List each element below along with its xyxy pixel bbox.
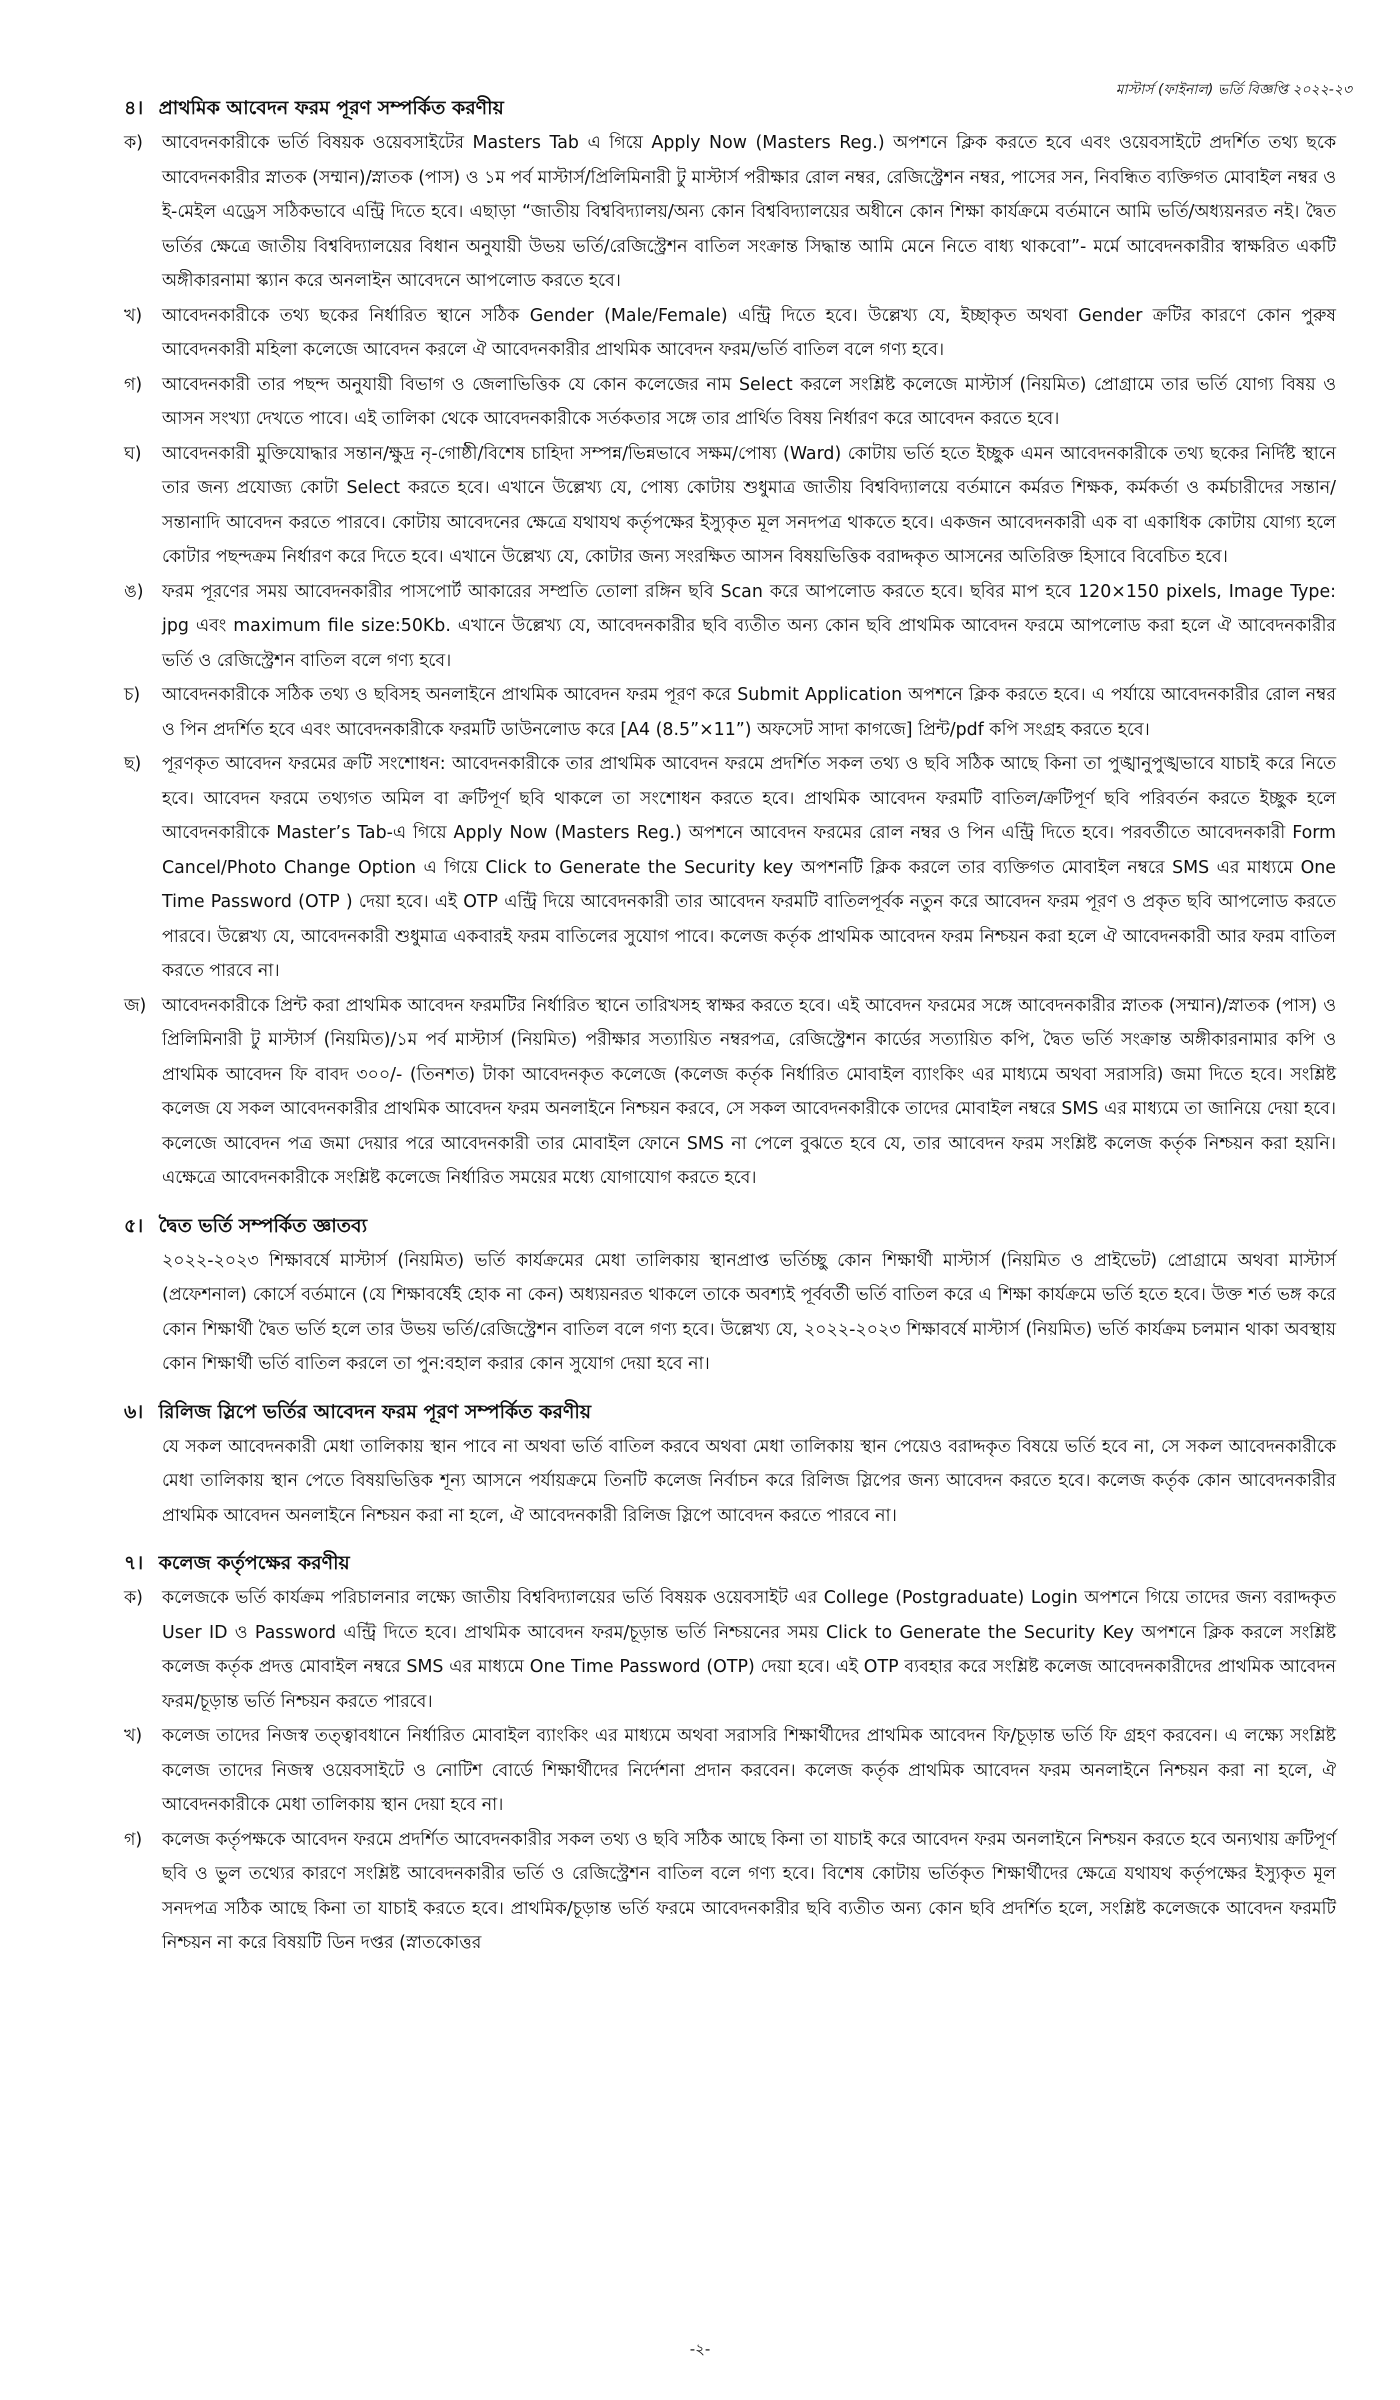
item-marker: ক) [124,133,143,153]
item-text: আবেদনকারীকে প্রিন্ট করা প্রাথমিক আবেদন ফরমটির নির্ধারিত স্থানে তারিখসহ স্বাক্ষর করতে হবে। এই আবেদন ফরমের সঙ্গে আবেদনকারীর স্নাতক (সম্মান)/স্নাতক (পাস) ও প্রিলিমিনারী টু মাস্টার্স (নিয়মিত)/১ম পর্ব মাস্টার্স (নিয়মিত) পরীক্ষার সত্যায়িত নম্বরপত্র, রেজিস্ট্রেশন কার্ডের সত্যায়িত কপি, দ্বৈত ভর্তি সংক্রান্ত অঙ্গীকারনামার কপি ও প্রাথমিক আবেদন ফি বাবদ ৩০০/- (তিনশত) টাকা আবেদনকৃত কলেজে (কলেজ কর্তৃক নির্ধারিত মোবাইল ব্যাংকিং এর মাধ্যমে অথবা সরাসরি) জমা দিতে হবে। সংশ্লিষ্ট কলেজ যে সকল আবেদনকারীর প্রাথমিক আবেদন ফরম অনলাইনে নিশ্চয়ন করবে, সে সকল আবেদনকারীকে তাদের মোবাইল নম্বরে SMS এর মাধ্যমে তা জানিয়ে দেয়া হবে। কলেজে আবেদন পত্র জমা দেয়ার পরে আবেদনকারী তার মোবাইল ফোনে SMS না পেলে বুঝতে হবে যে, তার আবেদন ফরম সংশ্লিষ্ট কলেজ কর্তৃক নিশ্চয়ন করা হয়নি। এক্ষেত্রে আবেদনকারীকে সংশ্লিষ্ট কলেজে নির্ধারিত সময়ের মধ্যে যোগাযোগ করতে হবে। [162,995,1336,1188]
page-number: -২- [689,2339,711,2358]
item-text: কলেজ তাদের নিজস্ব তত্ত্বাবধানে নির্ধারিত মোবাইল ব্যাংকিং এর মাধ্যমে অথবা সরাসরি শিক্ষার্থীদের প্রাথমিক আবেদন ফি/চূড়ান্ত ভর্তি ফি গ্রহণ করবেন। এ লক্ষ্যে সংশ্লিষ্ট কলেজ তাদের নিজস্ব ওয়েবসাইটে ও নোটিশ বোর্ডে শিক্ষার্থীদের নির্দেশনা প্রদান করবেন। কলেজ কর্তৃক প্রাথমিক আবেদন ফরম অনলাইনে নিশ্চয়ন করা না হলে, ঐ আবেদনকারীকে মেধা তালিকায় স্থান দেয়া হবে না। [162,1726,1336,1815]
section-heading: প্রাথমিক আবেদন ফরম পূরণ সম্পর্কিত করণীয় [158,97,504,119]
list-item [124,747,1336,989]
page-header: মাস্টার্স (ফাইনাল) ভর্তি বিজ্ঞপ্তি ২০২২-২৩ [1115,82,1352,98]
section-heading: দ্বৈত ভর্তি সম্পর্কিত জ্ঞাতব্য [158,1214,368,1237]
list-item [124,126,1336,299]
item-marker: জ) [124,995,147,1016]
section-title-5 [124,1210,1336,1242]
section-paragraph: যে সকল আবেদনকারী মেধা তালিকায় স্থান পাবে না অথবা ভর্তি বাতিল করবে অথবা মেধা তালিকায় স্থান পেয়েও বরাদ্দকৃত বিষয়ে ভর্তি হবে না, সে সকল আবেদনকারীকে মেধা তালিকায় স্থান পেতে বিষয়ভিত্তিক শূন্য আসনে পর্যায়ক্রমে তিনটি কলেজ নির্বাচন করে রিলিজ স্লিপের জন্য আবেদন করতে হবে। কলেজ কর্তৃক কোন আবেদনকারীর প্রাথমিক আবেদন অনলাইনে নিশ্চয়ন করা না হলে, ঐ আবেদনকারী রিলিজ স্লিপে আবেদন করতে পারবে না। [162,1436,1336,1526]
section-number: ৫। [124,1214,144,1237]
item-text: আবেদনকারী তার পছন্দ অনুযায়ী বিভাগ ও জেলাভিত্তিক যে কোন কলেজের নাম Select করলে সংশ্লিষ্ট কলেজে মাস্টার্স (নিয়মিত) প্রোগ্রামে তার ভর্তি যোগ্য বিষয় ও আসন সংখ্যা দেখতে পাবে। এই তালিকা থেকে আবেদনকারীকে সর্তকতার সঙ্গে তার প্রার্থিত বিষয় নির্ধারণ করে আবেদন করতে হবে। [162,374,1336,429]
item-marker: খ) [124,305,143,326]
item-text: কলেজকে ভর্তি কার্যক্রম পরিচালনার লক্ষ্যে জাতীয় বিশ্ববিদ্যালয়ের ভর্তি বিষয়ক ওয়েবসাইট এর College (Postgraduate) Login অপশনে গিয়ে তাদের জন্য বরাদ্দকৃত User ID ও Password এন্ট্রি দিতে হবে। প্রাথমিক আবেদন ফরম/চূড়ান্ত ভর্তি নিশ্চয়নের সময় Click to Generate the Security Key অপশনে ক্লিক করলে সংশ্লিষ্ট কলেজ কর্তৃক প্রদত্ত মোবাইল নম্বরে SMS এর মাধ্যমে One Time Password (OTP) দেয়া হবে। এই OTP ব্যবহার করে সংশ্লিষ্ট কলেজ আবেদনকারীদের প্রাথমিক আবেদন ফরম/চূড়ান্ত ভর্তি নিশ্চয়ন করতে পারবে। [162,1588,1336,1712]
section-heading: রিলিজ স্লিপে ভর্তির আবেদন ফরম পূরণ সম্পর্কিত করণীয় [158,1400,592,1423]
list-item [124,368,1336,437]
item-marker: ছ) [124,754,142,774]
list-item [124,1823,1336,1961]
item-marker: খ) [124,1726,143,1746]
list-item [124,437,1336,575]
item-text: পূরণকৃত আবেদন ফরমের ক্রটি সংশোধন: আবেদনকারীকে তার প্রাথমিক আবেদন ফরমে প্রদর্শিত সকল তথ্য ও ছবি সঠিক আছে কিনা তা পুঙ্খানুপুঙ্খভাবে যাচাই করে নিতে হবে। আবেদন ফরমে তথ্যগত অমিল বা ক্রটিপূর্ণ ছবি থাকলে তা সংশোধন করতে হবে। প্রাথমিক আবেদন ফরমটি বাতিল/ক্রটিপূর্ণ ছবি পরিবর্তন করতে ইচ্ছুক হলে আবেদনকারীকে Master’s Tab-এ গিয়ে Apply Now (Masters Reg.) অপশনে আবেদন ফরমের রোল নম্বর ও পিন এন্ট্রি দিতে হবে। পরবর্তীতে আবেদনকারী Form Cancel/Photo Change Option এ গিয়ে Click to Generate the Security key অপশনটি ক্লিক করলে তার ব্যক্তিগত মোবাইল নম্বরে SMS এর মাধ্যমে One Time Password (OTP ) দেয়া হবে। এই OTP এন্ট্রি দিয়ে আবেদনকারী তার আবেদন ফরমটি বাতিলপূর্বক নতুন করে আবেদন ফরম পূরণ ও প্রকৃত ছবি আপলোড করতে পারবে। উল্লেখ্য যে, আবেদনকারী শুধুমাত্র একবারই ফরম বাতিলের সুযোগ পাবে। কলেজ কর্তৃক প্রাথমিক আবেদন ফরম নিশ্চয়ন করা হলে ঐ আবেদনকারী আর ফরম বাতিল করতে পারবে না। [162,754,1336,981]
list-item [124,989,1336,1196]
item-marker: ঘ) [124,443,142,464]
list-item [124,575,1336,679]
section-number: ৪। [124,97,144,119]
list-item [124,299,1336,368]
section-number: ৭। [124,1552,144,1574]
item-text: কলেজ কর্তৃপক্ষকে আবেদন ফরমে প্রদর্শিত আবেদনকারীর সকল তথ্য ও ছবি সঠিক আছে কিনা তা যাচাই করে আবেদন ফরম অনলাইনে নিশ্চয়ন করতে হবে অন্যথায় ক্রটিপূর্ণ ছবি ও ভুল তথ্যের কারণে সংশ্লিষ্ট আবেদনকারীর ভর্তি ও রেজিস্ট্রেশন বাতিল বলে গণ্য হবে। বিশেষ কোটায় ভর্তিকৃত শিক্ষার্থীদের ক্ষেত্রে যথাযথ কর্তৃপক্ষের ইস্যুকৃত মূল সনদপত্র সঠিক আছে কিনা তা যাচাই করতে হবে। প্রাথমিক/চূড়ান্ত ভর্তি ফরমে আবেদনকারীর ছবি ব্যতীত অন্য কোন ছবি প্রদর্শিত হলে, সংশ্লিষ্ট কলেজকে আবেদন ফরমটি নিশ্চয়ন না করে বিষয়টি ডিন দপ্তর (স্নাতকোত্তর [162,1829,1336,1953]
section-title-6 [124,1396,1336,1428]
list-item [124,1581,1336,1719]
item-marker: ক) [124,1588,143,1608]
list-item [124,1719,1336,1823]
section-heading: কলেজ কর্তৃপক্ষের করণীয় [158,1552,350,1574]
section-paragraph: ২০২২-২০২৩ শিক্ষাবর্ষে মাস্টার্স (নিয়মিত) ভর্তি কার্যক্রমের মেধা তালিকায় স্থানপ্রাপ্ত ভর্তিচ্ছু কোন শিক্ষার্থী মাস্টার্স (নিয়মিত ও প্রাইভেট) প্রোগ্রামে অথবা মাস্টার্স (প্রফেশনাল) কোর্সে বর্তমানে (যে শিক্ষাবর্ষেই হোক না কেন) অধ্যয়নরত থাকলে তাকে অবশ্যই পূর্ববর্তী ভর্তি বাতিল করে এ শিক্ষা কার্যক্রমে ভর্তি হতে হবে। উক্ত শর্ত ভঙ্গ করে কোন শিক্ষার্থী দ্বৈত ভর্তি হলে তার উভয় ভর্তি/রেজিস্ট্রেশন বাতিল বলে গণ্য হবে। উল্লেখ্য যে, ২০২২-২০২৩ শিক্ষাবর্ষে মাস্টার্স (নিয়মিত) ভর্তি কার্যক্রম চলমান থাকা অবস্থায় কোন শিক্ষার্থী ভর্তি বাতিল করলে তা পুন:বহাল করার কোন সুযোগ দেয়া হবে না। [162,1250,1336,1374]
item-text: ফরম পূরণের সময় আবেদনকারীর পাসপোর্ট আকারের সম্প্রতি তোলা রঙ্গিন ছবি Scan করে আপলোড করতে হবে। ছবির মাপ হবে 120×150 pixels, Image Type: jpg এবং maximum file size:50Kb. এখানে উল্লেখ্য যে, আবেদনকারীর ছবি ব্যতীত অন্য কোন ছবি প্রাথমিক আবেদন ফরমে আপলোড করা হলে ঐ আবেদনকারীর ভর্তি ও রেজিস্ট্রেশন বাতিল বলে গণ্য হবে। [162,581,1336,671]
item-marker: চ) [124,685,141,705]
item-text: আবেদনকারীকে তথ্য ছকের নির্ধারিত স্থানে সঠিক Gender (Male/Female) এন্ট্রি দিতে হবে। উল্লেখ্য যে, ইচ্ছাকৃত অথবা Gender ক্রটির কারণে কোন পুরুষ আবেদনকারী মহিলা কলেজে আবেদন করলে ঐ আবেদনকারীর প্রাথমিক আবেদন ফরম/ভর্তি বাতিল বলে গণ্য হবে। [162,305,1336,360]
section-number: ৬। [124,1400,144,1423]
item-marker: গ) [124,374,143,395]
item-marker: গ) [124,1829,143,1850]
item-text: আবেদনকারীকে সঠিক তথ্য ও ছবিসহ অনলাইনে প্রাথমিক আবেদন ফরম পূরণ করে Submit Application অপশনে ক্লিক করতে হবে। এ পর্যায়ে আবেদনকারীর রোল নম্বর ও পিন প্রদর্শিত হবে এবং আবেদনকারীকে ফরমটি ডাউনলোড করে [A4 (8.5”×11”) অফসেট সাদা কাগজে] প্রিন্ট/pdf কপি সংগ্রহ করতে হবে। [162,685,1336,740]
item-marker: ঙ) [124,581,144,602]
item-text: আবেদনকারী মুক্তিযোদ্ধার সন্তান/ক্ষুদ্র নৃ-গোষ্ঠী/বিশেষ চাহিদা সম্পন্ন/ভিন্নভাবে সক্ষম/পোষ্য (Ward) কোটায় ভর্তি হতে ইচ্ছুক এমন আবেদনকারীকে তথ্য ছকের নির্দিষ্ট স্থানে তার জন্য প্রযোজ্য কোটা Select করতে হবে। এখানে উল্লেখ্য যে, পোষ্য কোটায় শুধুমাত্র জাতীয় বিশ্ববিদ্যালয়ে বর্তমানে কর্মরত শিক্ষক, কর্মকর্তা ও কর্মচারীদের সন্তান/সন্তানাদি আবেদন করতে পারবে। কোটায় আবেদনের ক্ষেত্রে যথাযথ কর্তৃপক্ষের ইস্যুকৃত মূল সনদপত্র থাকতে হবে। একজন আবেদনকারী এক বা একাধিক কোটায় যোগ্য হলে কোটার পছন্দক্রম নির্ধারণ করে দিতে হবে। এখানে উল্লেখ্য যে, কোটার জন্য সংরক্ষিত আসন বিষয়ভিত্তিক বরাদ্দকৃত আসনের অতিরিক্ত হিসাবে বিবেচিত হবে। [162,443,1336,567]
item-text: আবেদনকারীকে ভর্তি বিষয়ক ওয়েবসাইটের Masters Tab এ গিয়ে Apply Now (Masters Reg.) অপশনে ক্লিক করতে হবে এবং ওয়েবসাইটে প্রদর্শিত তথ্য ছকে আবেদনকারীর স্নাতক (সম্মান)/স্নাতক (পাস) ও ১ম পর্ব মাস্টার্স/প্রিলিমিনারী টু মাস্টার্স পরীক্ষার রোল নম্বর, রেজিস্ট্রেশন নম্বর, পাসের সন, নিবন্ধিত ব্যক্তিগত মোবাইল নম্বর ও ই-মেইল এড্রেস সঠিকভাবে এন্ট্রি দিতে হবে। এছাড়া “জাতীয় বিশ্ববিদ্যালয়/অন্য কোন বিশ্ববিদ্যালয়ের অধীনে কোন শিক্ষা কার্যক্রমে বর্তমানে আমি ভর্তি/অধ্যয়নরত নই। দ্বৈত ভর্তির ক্ষেত্রে জাতীয় বিশ্ববিদ্যালয়ের বিধান অনুযায়ী উভয় ভর্তি/রেজিস্ট্রেশন বাতিল সংক্রান্ত সিদ্ধান্ত আমি মেনে নিতে বাধ্য থাকবো”- মর্মে আবেদনকারীর স্বাক্ষরিত একটি অঙ্গীকারনামা স্ক্যান করে অনলাইন আবেদনে আপলোড করতে হবে। [162,133,1336,291]
list-item [124,678,1336,747]
section-title-7 [124,1547,1336,1579]
